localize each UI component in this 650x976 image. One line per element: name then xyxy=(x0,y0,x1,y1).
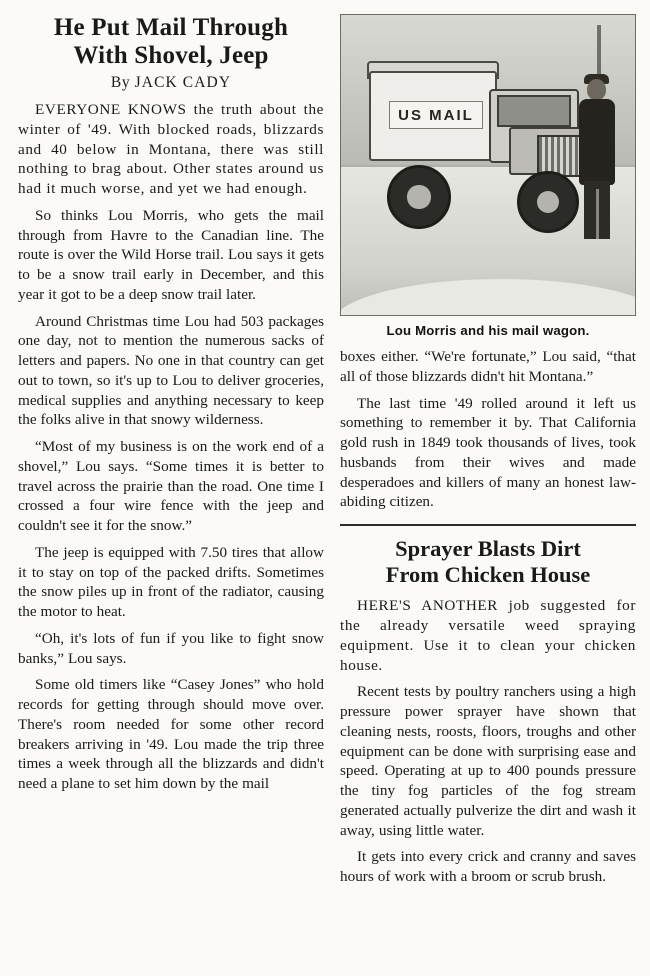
left-column xyxy=(18,10,340,976)
wheel-hub xyxy=(537,191,559,213)
man-leg-split xyxy=(596,189,599,239)
page-title xyxy=(18,14,324,70)
paragraph: The jeep is equipped with 7.50 tires that allow it to stay on top of the packed drifts. Sometimes the snow piles up in front of the radiator, causing the motor to heat. xyxy=(18,543,324,620)
us-mail-sign: US MAIL xyxy=(389,101,483,129)
paragraph: boxes either. “We're fortunate,” Lou said, “that all of those blizzards didn't hit Montana.” xyxy=(340,348,636,385)
byline-author: JACK CADY xyxy=(134,74,232,91)
truck-windshield xyxy=(497,95,571,127)
paragraph: Recent tests by poultry ranchers using a high pressure power sprayer have shown that cleaning nests, roosts, floors, troughs and other equipment can be done with surprising ease and speed. Operating at up to 400 pounds pressure the tiny fog particles of the fog stream generated actually pulverize the dirt and wash it away, using little water. xyxy=(340,683,636,839)
headline-line-2: With Shovel, Jeep xyxy=(73,42,269,69)
paragraph: Some old timers like “Casey Jones” who hold records for getting through should move over. There's room needed for some other record breakers arriving in '49. Lou made the trip three times a week through all the blizzards and didn't need a plane to set him down by the mail xyxy=(18,676,324,792)
paragraph: So thinks Lou Morris, who gets the mail through from Havre to the Canadian line. The route is over the Wild Horse trail. Lou says it gets to be a snow trail early in December, and this year it got to be a deep snow trail later. xyxy=(18,206,324,303)
man-standing xyxy=(577,79,617,239)
headline-line-1: He Put Mail Through xyxy=(53,14,289,41)
wheel-hub xyxy=(407,185,430,208)
truck-rear-wheel xyxy=(387,165,451,229)
right-column xyxy=(340,10,636,976)
byline xyxy=(18,74,324,92)
man-coat xyxy=(579,99,615,185)
photo-figure xyxy=(340,14,636,338)
paragraph: Around Christmas time Lou had 503 packages one day, not to mention the numerous sacks of letters and papers. No one in that country can get out to town, so it's up to Lou to deliver groceries, medical supplies and anything necessary to keep the folks alive in that snowy wilderness. xyxy=(18,312,324,429)
secondary-headline-line-1: Sprayer Blasts Dirt xyxy=(395,536,581,561)
paragraph: HERE'S ANOTHER job suggested for the already versatile weed spraying equipment. Use it to clean your chicken house. xyxy=(340,597,636,674)
byline-prefix: By xyxy=(110,74,131,91)
man-head xyxy=(587,79,606,100)
paragraph: “Oh, it's lots of fun if you like to fight snow banks,” Lou says. xyxy=(18,629,324,667)
secondary-headline xyxy=(340,536,636,587)
secondary-headline-line-2: From Chicken House xyxy=(385,561,591,587)
paragraph: The last time '49 rolled around it left us something to remember it by. That California gold rush in 1849 took thousands of lives, took husbands from their wives and made desperadoes and killers of many an honest law-abiding citizen. xyxy=(340,394,636,511)
paragraph: “Most of my business is on the work end of a shovel,” Lou says. “Some times it is better to travel across the prairie than the road. One time I crossed a four wire fence with the jeep and couldn't see it for the snow.” xyxy=(18,438,324,534)
section-divider xyxy=(340,524,636,526)
paragraph: EVERYONE KNOWS the truth about the winter of '49. With blocked roads, blizzards and 40 below in Montana, there was still nothing to brag about. Other states around us had it much worse, and yet we had enough. xyxy=(18,101,324,197)
photo-caption: Lou Morris and his mail wagon. xyxy=(386,323,590,338)
truck-front-wheel xyxy=(517,171,579,233)
paragraph: It gets into every crick and cranny and saves hours of work with a broom or scrub brush. xyxy=(340,848,636,886)
photo-mail-jeep xyxy=(340,14,636,316)
